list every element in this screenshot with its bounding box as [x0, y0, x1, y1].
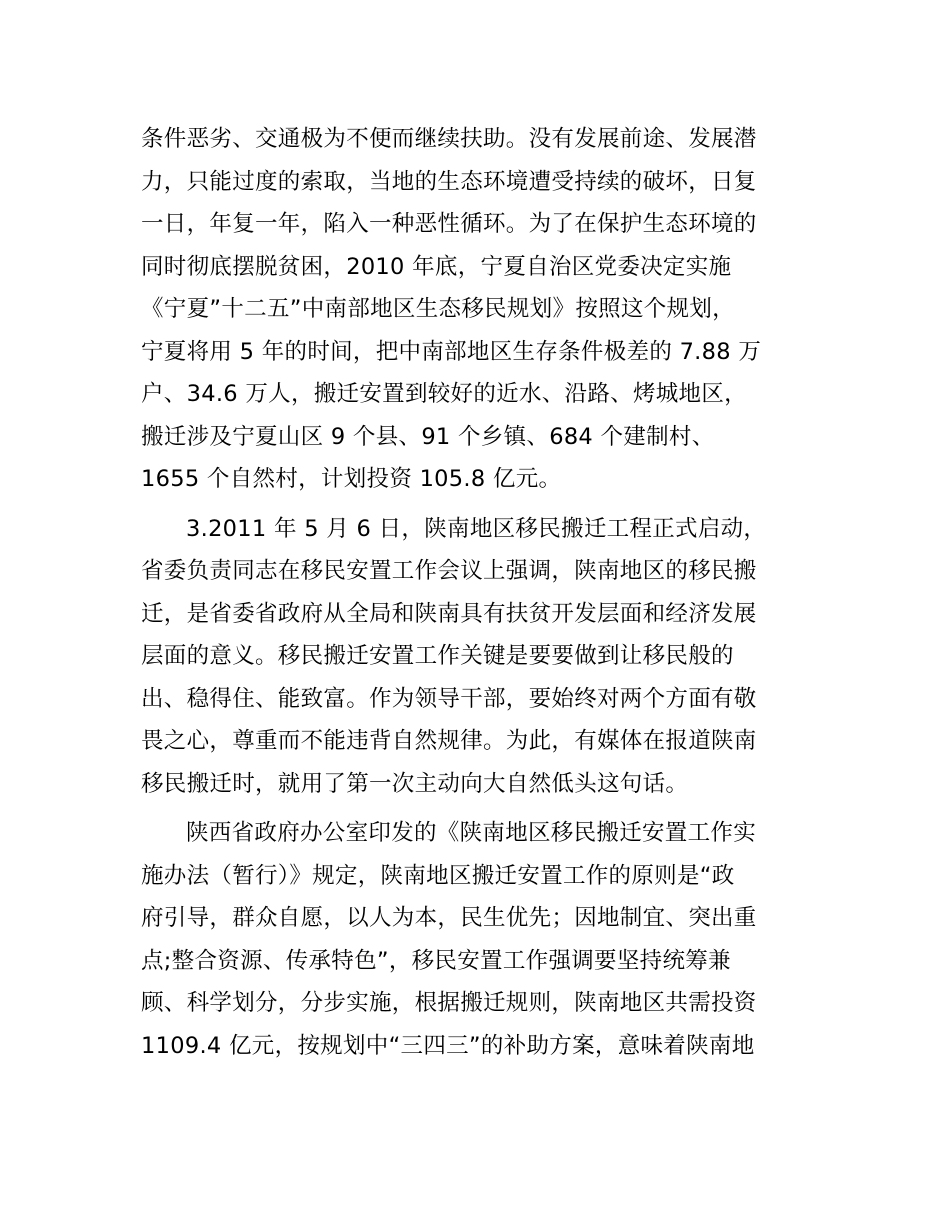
text-line: 层面的意义。移民搬迁安置工作关键是要要做到让移民般的	[141, 643, 734, 669]
text-line: 施办法（暂行）》规定，陕南地区搬迁安置工作的原则是“政	[141, 862, 735, 889]
text-line: 力，只能过度的索取，当地的生态环境遭受持续的破坏，日复	[141, 168, 757, 195]
text-line: 宁夏将用 5 年的时间，把中南部地区生存条件极差的 7.88 万	[141, 338, 762, 365]
paragraph-shaanxi-measures	[141, 812, 816, 1067]
text-line: 府引导，群众自愿，以人为本，民生优先；因地制宜、突出重	[141, 905, 757, 931]
text-line: 省委负责同志在移民安置工作会议上强调，陕南地区的移民搬	[141, 558, 757, 584]
text-line: 顾、科学划分，分步实施，根据搬迁规则，陕南地区共需投资	[141, 990, 757, 1016]
text-line: 一日，年复一年，陷入一种恶性循环。为了在保护生态环境的	[141, 211, 757, 237]
text-line: 畏之心，尊重而不能违背自然规律。为此，有媒体在报道陕南	[141, 728, 757, 754]
text-line: 搬迁涉及宁夏山区 9 个县、91 个乡镇、684 个建制村、	[141, 423, 715, 450]
text-line: 《宁夏”十二五”中南部地区生态移民规划》按照这个规划，	[141, 296, 735, 322]
document-body	[141, 118, 816, 1067]
text-line: 迁，是省委省政府从全局和陕南具有扶贫开发层面和经济发展	[141, 600, 757, 627]
text-line: 条件恶劣、交通极为不便而继续扶助。没有发展前途、发展潜	[141, 126, 757, 152]
text-line: 出、稳得住、能致富。作为领导干部，要始终对两个方面有敬	[141, 685, 757, 712]
text-line: 同时彻底摆脱贫困，2010 年底，宁夏自治区党委决定实施	[141, 253, 732, 280]
text-line: 1109.4 亿元，按规划中“三四三”的补助方案，意味着陕南地	[141, 1032, 755, 1059]
text-line: 移民搬迁时，就用了第一次主动向大自然低头这句话。	[141, 770, 689, 797]
text-line: 点;整合资源、传承特色”，移民安置工作强调要坚持统筹兼	[141, 947, 731, 974]
paragraph-shaanxi-launch	[141, 508, 816, 806]
paragraph-ningxia-migration	[141, 118, 816, 501]
text-line: 3.2011 年 5 月 6 日，陕南地区移民搬迁工程正式启动，	[186, 515, 767, 542]
text-line: 户、34.6 万人，搬迁安置到较好的近水、沿路、烤城地区，	[141, 381, 747, 407]
text-line: 1655 个自然村，计划投资 105.8 亿元。	[141, 466, 562, 492]
text-line: 陕西省政府办公室印发的《陕南地区移民搬迁安置工作实	[186, 820, 757, 846]
